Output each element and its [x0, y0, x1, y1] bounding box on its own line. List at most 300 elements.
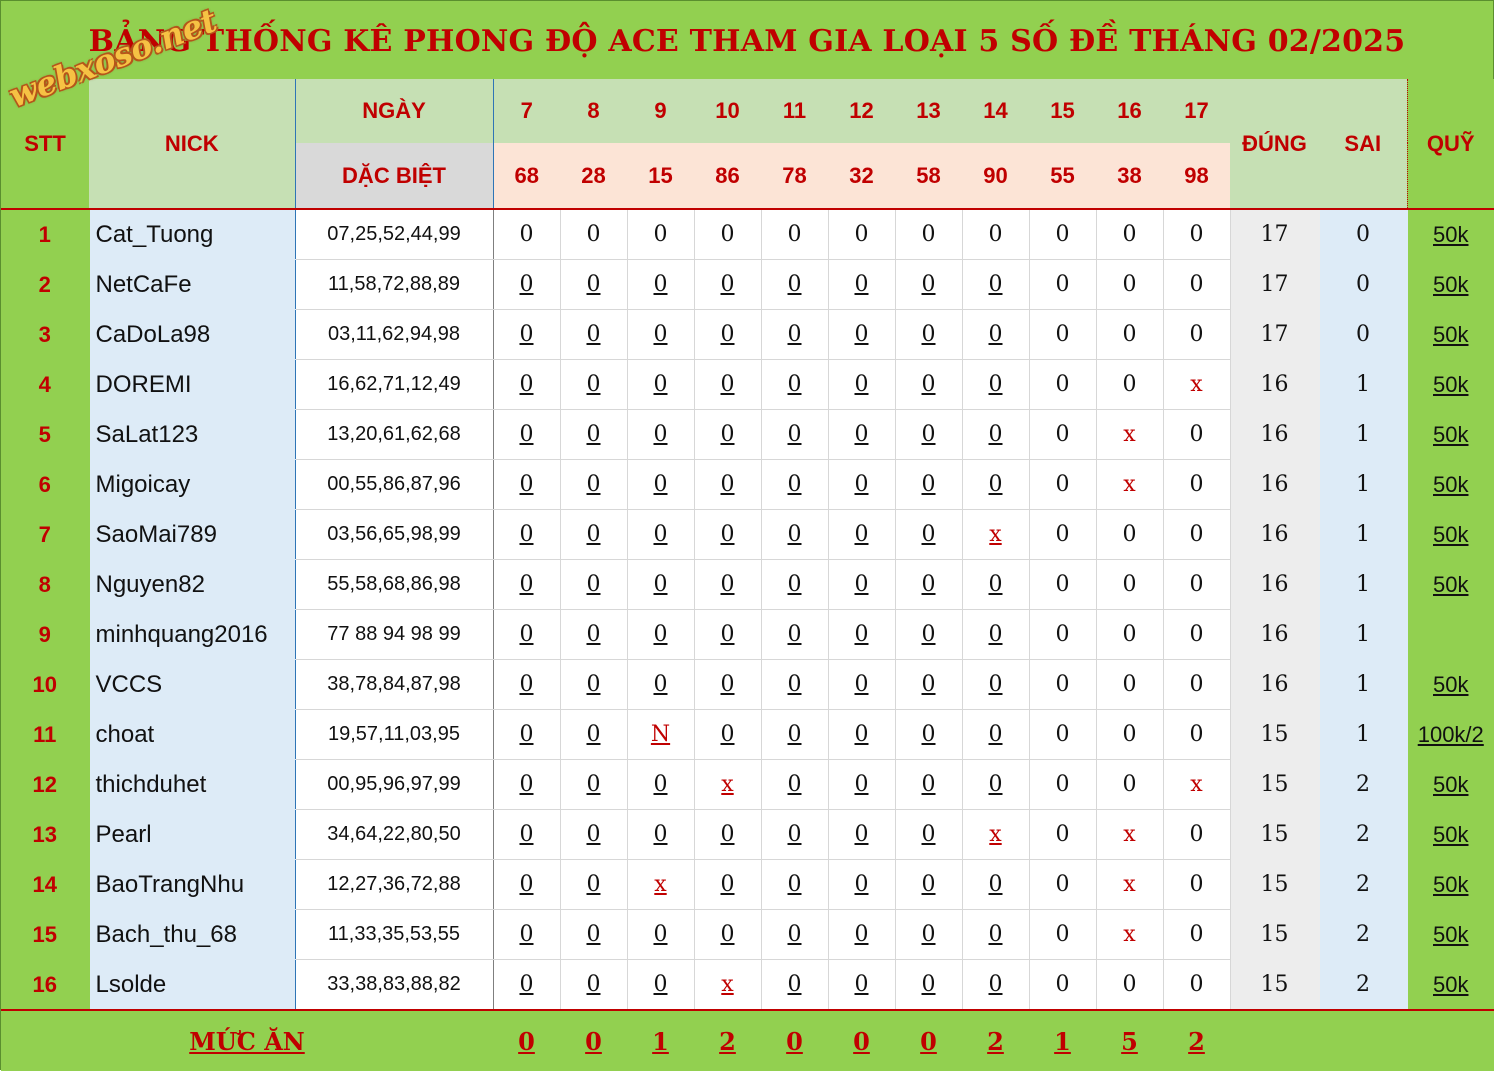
day-result-cell[interactable]: 0 — [828, 810, 895, 860]
header-special[interactable]: 55 — [1029, 143, 1096, 209]
day-result-cell[interactable]: 0 — [962, 710, 1029, 760]
day-result-cell[interactable]: 0 — [560, 960, 627, 1011]
row-stt-cell[interactable]: 5 — [1, 410, 89, 460]
footer-blank-cell[interactable] — [1319, 1010, 1407, 1071]
day-result-cell[interactable]: 0 — [962, 209, 1029, 260]
day-result-cell[interactable]: 0 — [560, 560, 627, 610]
day-result-cell[interactable]: 0 — [560, 710, 627, 760]
header-special[interactable]: 86 — [694, 143, 761, 209]
day-result-cell[interactable]: 0 — [761, 860, 828, 910]
day-result-cell[interactable]: 0 — [962, 360, 1029, 410]
row-numbers-cell[interactable]: 03,11,62,94,98 — [295, 310, 493, 360]
day-result-cell[interactable]: 0 — [828, 910, 895, 960]
day-result-cell[interactable]: 0 — [1029, 460, 1096, 510]
row-nick-cell[interactable]: Migoicay — [89, 460, 295, 510]
day-result-cell[interactable]: 0 — [761, 610, 828, 660]
row-sai-cell[interactable]: 1 — [1319, 710, 1407, 760]
row-quy-cell[interactable]: 50k — [1407, 810, 1494, 860]
day-result-cell[interactable]: 0 — [493, 410, 560, 460]
day-result-cell[interactable]: 0 — [1029, 660, 1096, 710]
row-quy-cell[interactable]: 50k — [1407, 660, 1494, 710]
day-result-cell[interactable]: 0 — [1163, 860, 1230, 910]
day-result-cell[interactable]: 0 — [493, 760, 560, 810]
row-numbers-cell[interactable]: 11,58,72,88,89 — [295, 260, 493, 310]
day-result-cell[interactable]: 0 — [493, 710, 560, 760]
header-day[interactable]: 10 — [694, 79, 761, 143]
day-result-cell[interactable]: N — [627, 710, 694, 760]
day-result-cell[interactable]: 0 — [493, 460, 560, 510]
row-nick-cell[interactable]: Lsolde — [89, 960, 295, 1011]
row-dung-cell[interactable]: 16 — [1230, 360, 1319, 410]
day-result-cell[interactable]: 0 — [895, 710, 962, 760]
day-result-cell[interactable]: 0 — [1029, 410, 1096, 460]
day-result-cell[interactable]: x — [1163, 360, 1230, 410]
day-result-cell[interactable]: 0 — [694, 460, 761, 510]
row-stt-cell[interactable]: 14 — [1, 860, 89, 910]
row-stt-cell[interactable]: 15 — [1, 910, 89, 960]
day-result-cell[interactable]: 0 — [895, 560, 962, 610]
row-stt-cell[interactable]: 8 — [1, 560, 89, 610]
row-quy-cell[interactable]: 50k — [1407, 560, 1494, 610]
day-result-cell[interactable]: 0 — [627, 660, 694, 710]
day-result-cell[interactable]: 0 — [1029, 209, 1096, 260]
row-dung-cell[interactable]: 16 — [1230, 560, 1319, 610]
day-result-cell[interactable]: 0 — [895, 460, 962, 510]
row-stt-cell[interactable]: 13 — [1, 810, 89, 860]
day-result-cell[interactable]: 0 — [560, 209, 627, 260]
footer-value[interactable]: 2 — [962, 1010, 1029, 1071]
row-numbers-cell[interactable]: 34,64,22,80,50 — [295, 810, 493, 860]
row-stt-cell[interactable]: 10 — [1, 660, 89, 710]
day-result-cell[interactable]: x — [1096, 910, 1163, 960]
day-result-cell[interactable]: 0 — [560, 860, 627, 910]
row-numbers-cell[interactable]: 19,57,11,03,95 — [295, 710, 493, 760]
day-result-cell[interactable]: 0 — [493, 360, 560, 410]
row-sai-cell[interactable]: 1 — [1319, 610, 1407, 660]
day-result-cell[interactable]: 0 — [828, 960, 895, 1011]
day-result-cell[interactable]: 0 — [493, 560, 560, 610]
day-result-cell[interactable]: 0 — [761, 410, 828, 460]
day-result-cell[interactable]: 0 — [895, 860, 962, 910]
row-numbers-cell[interactable]: 55,58,68,86,98 — [295, 560, 493, 610]
day-result-cell[interactable]: 0 — [1096, 310, 1163, 360]
day-result-cell[interactable]: 0 — [694, 510, 761, 560]
day-result-cell[interactable]: 0 — [627, 560, 694, 610]
day-result-cell[interactable]: 0 — [1029, 910, 1096, 960]
day-result-cell[interactable]: 0 — [895, 410, 962, 460]
day-result-cell[interactable]: x — [694, 960, 761, 1011]
header-day[interactable]: 12 — [828, 79, 895, 143]
day-result-cell[interactable]: 0 — [962, 310, 1029, 360]
day-result-cell[interactable]: 0 — [962, 260, 1029, 310]
day-result-cell[interactable]: 0 — [694, 410, 761, 460]
day-result-cell[interactable]: 0 — [560, 610, 627, 660]
day-result-cell[interactable]: 0 — [694, 810, 761, 860]
row-dung-cell[interactable]: 16 — [1230, 610, 1319, 660]
day-result-cell[interactable]: 0 — [493, 910, 560, 960]
day-result-cell[interactable]: 0 — [1163, 660, 1230, 710]
row-sai-cell[interactable]: 1 — [1319, 660, 1407, 710]
row-numbers-cell[interactable]: 03,56,65,98,99 — [295, 510, 493, 560]
row-quy-cell[interactable]: 50k — [1407, 760, 1494, 810]
day-result-cell[interactable]: 0 — [828, 310, 895, 360]
day-result-cell[interactable]: 0 — [895, 209, 962, 260]
row-dung-cell[interactable]: 16 — [1230, 510, 1319, 560]
row-stt-cell[interactable]: 2 — [1, 260, 89, 310]
day-result-cell[interactable]: 0 — [761, 510, 828, 560]
row-nick-cell[interactable]: Bach_thu_68 — [89, 910, 295, 960]
day-result-cell[interactable]: 0 — [761, 209, 828, 260]
row-numbers-cell[interactable]: 13,20,61,62,68 — [295, 410, 493, 460]
header-dac-biet[interactable]: DẶC BIỆT — [295, 143, 493, 209]
day-result-cell[interactable]: 0 — [1163, 910, 1230, 960]
day-result-cell[interactable]: 0 — [627, 810, 694, 860]
day-result-cell[interactable]: 0 — [895, 960, 962, 1011]
header-sai[interactable]: SAI — [1319, 79, 1407, 209]
day-result-cell[interactable]: 0 — [828, 460, 895, 510]
day-result-cell[interactable]: 0 — [493, 610, 560, 660]
day-result-cell[interactable]: 0 — [694, 910, 761, 960]
row-stt-cell[interactable]: 11 — [1, 710, 89, 760]
row-sai-cell[interactable]: 2 — [1319, 860, 1407, 910]
day-result-cell[interactable]: 0 — [1163, 810, 1230, 860]
day-result-cell[interactable]: 0 — [560, 310, 627, 360]
day-result-cell[interactable]: 0 — [627, 360, 694, 410]
footer-value[interactable]: 2 — [1163, 1010, 1230, 1071]
day-result-cell[interactable]: 0 — [1096, 560, 1163, 610]
day-result-cell[interactable]: 0 — [1163, 260, 1230, 310]
row-nick-cell[interactable]: choat — [89, 710, 295, 760]
day-result-cell[interactable]: 0 — [895, 310, 962, 360]
day-result-cell[interactable]: 0 — [1029, 510, 1096, 560]
day-result-cell[interactable]: 0 — [761, 710, 828, 760]
footer-value[interactable]: 0 — [493, 1010, 560, 1071]
day-result-cell[interactable]: 0 — [1029, 360, 1096, 410]
row-numbers-cell[interactable]: 07,25,52,44,99 — [295, 209, 493, 260]
day-result-cell[interactable]: 0 — [627, 410, 694, 460]
day-result-cell[interactable]: 0 — [1029, 860, 1096, 910]
row-quy-cell[interactable]: 50k — [1407, 510, 1494, 560]
day-result-cell[interactable]: 0 — [1029, 960, 1096, 1011]
day-result-cell[interactable]: 0 — [1163, 560, 1230, 610]
day-result-cell[interactable]: 0 — [694, 660, 761, 710]
day-result-cell[interactable]: 0 — [1096, 260, 1163, 310]
day-result-cell[interactable]: 0 — [627, 960, 694, 1011]
row-sai-cell[interactable]: 1 — [1319, 510, 1407, 560]
row-numbers-cell[interactable]: 00,55,86,87,96 — [295, 460, 493, 510]
day-result-cell[interactable]: x — [1096, 860, 1163, 910]
day-result-cell[interactable]: 0 — [694, 360, 761, 410]
day-result-cell[interactable]: 0 — [761, 460, 828, 510]
day-result-cell[interactable]: 0 — [560, 360, 627, 410]
day-result-cell[interactable]: 0 — [1163, 410, 1230, 460]
header-quy[interactable]: QUỸ — [1407, 79, 1494, 209]
row-dung-cell[interactable]: 16 — [1230, 460, 1319, 510]
header-day[interactable]: 17 — [1163, 79, 1230, 143]
row-quy-cell[interactable]: 100k/2 — [1407, 710, 1494, 760]
footer-value[interactable]: 0 — [828, 1010, 895, 1071]
day-result-cell[interactable]: 0 — [627, 460, 694, 510]
row-dung-cell[interactable]: 15 — [1230, 710, 1319, 760]
day-result-cell[interactable]: 0 — [761, 310, 828, 360]
day-result-cell[interactable]: 0 — [493, 860, 560, 910]
day-result-cell[interactable]: 0 — [560, 510, 627, 560]
footer-blank-cell[interactable] — [1407, 1010, 1494, 1071]
row-quy-cell[interactable]: 50k — [1407, 360, 1494, 410]
day-result-cell[interactable]: 0 — [761, 810, 828, 860]
day-result-cell[interactable]: 0 — [895, 660, 962, 710]
row-dung-cell[interactable]: 17 — [1230, 209, 1319, 260]
row-stt-cell[interactable]: 3 — [1, 310, 89, 360]
day-result-cell[interactable]: 0 — [1096, 209, 1163, 260]
row-stt-cell[interactable]: 9 — [1, 610, 89, 660]
header-day[interactable]: 13 — [895, 79, 962, 143]
row-numbers-cell[interactable]: 00,95,96,97,99 — [295, 760, 493, 810]
day-result-cell[interactable]: 0 — [627, 260, 694, 310]
day-result-cell[interactable]: 0 — [1096, 960, 1163, 1011]
row-nick-cell[interactable]: thichduhet — [89, 760, 295, 810]
day-result-cell[interactable]: x — [1096, 460, 1163, 510]
footer-value[interactable]: 0 — [895, 1010, 962, 1071]
header-day[interactable]: 8 — [560, 79, 627, 143]
header-nick[interactable]: NICK — [89, 79, 295, 209]
row-sai-cell[interactable]: 1 — [1319, 360, 1407, 410]
row-nick-cell[interactable]: Pearl — [89, 810, 295, 860]
header-dung[interactable]: ĐÚNG — [1230, 79, 1319, 209]
row-sai-cell[interactable]: 2 — [1319, 910, 1407, 960]
row-quy-cell[interactable] — [1407, 610, 1494, 660]
header-special[interactable]: 38 — [1096, 143, 1163, 209]
day-result-cell[interactable]: 0 — [1029, 810, 1096, 860]
day-result-cell[interactable]: 0 — [962, 660, 1029, 710]
row-stt-cell[interactable]: 4 — [1, 360, 89, 410]
header-special[interactable]: 98 — [1163, 143, 1230, 209]
day-result-cell[interactable]: 0 — [1029, 710, 1096, 760]
row-stt-cell[interactable]: 16 — [1, 960, 89, 1011]
day-result-cell[interactable]: 0 — [1163, 610, 1230, 660]
day-result-cell[interactable]: 0 — [1163, 510, 1230, 560]
day-result-cell[interactable]: x — [962, 510, 1029, 560]
day-result-cell[interactable]: 0 — [962, 760, 1029, 810]
row-stt-cell[interactable]: 12 — [1, 760, 89, 810]
row-nick-cell[interactable]: NetCaFe — [89, 260, 295, 310]
day-result-cell[interactable]: 0 — [962, 610, 1029, 660]
header-special[interactable]: 15 — [627, 143, 694, 209]
day-result-cell[interactable]: 0 — [761, 560, 828, 610]
day-result-cell[interactable]: x — [962, 810, 1029, 860]
day-result-cell[interactable]: 0 — [694, 560, 761, 610]
row-dung-cell[interactable]: 15 — [1230, 960, 1319, 1011]
day-result-cell[interactable]: 0 — [1029, 260, 1096, 310]
day-result-cell[interactable]: 0 — [493, 960, 560, 1011]
day-result-cell[interactable]: x — [627, 860, 694, 910]
row-dung-cell[interactable]: 16 — [1230, 660, 1319, 710]
day-result-cell[interactable]: x — [694, 760, 761, 810]
day-result-cell[interactable]: 0 — [828, 710, 895, 760]
row-quy-cell[interactable]: 50k — [1407, 910, 1494, 960]
row-sai-cell[interactable]: 1 — [1319, 410, 1407, 460]
day-result-cell[interactable]: 0 — [627, 310, 694, 360]
row-dung-cell[interactable]: 15 — [1230, 810, 1319, 860]
day-result-cell[interactable]: 0 — [761, 960, 828, 1011]
day-result-cell[interactable]: 0 — [761, 660, 828, 710]
day-result-cell[interactable]: 0 — [627, 610, 694, 660]
row-quy-cell[interactable]: 50k — [1407, 460, 1494, 510]
footer-value[interactable]: 0 — [761, 1010, 828, 1071]
row-dung-cell[interactable]: 15 — [1230, 910, 1319, 960]
day-result-cell[interactable]: 0 — [895, 810, 962, 860]
row-quy-cell[interactable]: 50k — [1407, 260, 1494, 310]
day-result-cell[interactable]: 0 — [627, 510, 694, 560]
row-dung-cell[interactable]: 16 — [1230, 410, 1319, 460]
header-special[interactable]: 28 — [560, 143, 627, 209]
day-result-cell[interactable]: 0 — [1163, 310, 1230, 360]
row-stt-cell[interactable]: 6 — [1, 460, 89, 510]
row-nick-cell[interactable]: minhquang2016 — [89, 610, 295, 660]
day-result-cell[interactable]: 0 — [493, 260, 560, 310]
header-special[interactable]: 78 — [761, 143, 828, 209]
day-result-cell[interactable]: 0 — [1096, 660, 1163, 710]
day-result-cell[interactable]: 0 — [493, 660, 560, 710]
day-result-cell[interactable]: 0 — [560, 660, 627, 710]
header-ngay[interactable]: NGÀY — [295, 79, 493, 143]
day-result-cell[interactable]: 0 — [493, 310, 560, 360]
row-nick-cell[interactable]: BaoTrangNhu — [89, 860, 295, 910]
row-quy-cell[interactable]: 50k — [1407, 860, 1494, 910]
header-special[interactable]: 90 — [962, 143, 1029, 209]
day-result-cell[interactable]: 0 — [493, 209, 560, 260]
day-result-cell[interactable]: 0 — [828, 560, 895, 610]
row-sai-cell[interactable]: 0 — [1319, 310, 1407, 360]
header-special[interactable]: 68 — [493, 143, 560, 209]
day-result-cell[interactable]: 0 — [1029, 310, 1096, 360]
day-result-cell[interactable]: 0 — [560, 260, 627, 310]
day-result-cell[interactable]: 0 — [895, 910, 962, 960]
day-result-cell[interactable]: 0 — [1096, 360, 1163, 410]
day-result-cell[interactable]: 0 — [828, 660, 895, 710]
row-nick-cell[interactable]: DOREMI — [89, 360, 295, 410]
day-result-cell[interactable]: 0 — [560, 410, 627, 460]
day-result-cell[interactable]: 0 — [962, 860, 1029, 910]
header-day[interactable]: 9 — [627, 79, 694, 143]
footer-value[interactable]: 1 — [1029, 1010, 1096, 1071]
row-dung-cell[interactable]: 17 — [1230, 260, 1319, 310]
row-numbers-cell[interactable]: 38,78,84,87,98 — [295, 660, 493, 710]
header-special[interactable]: 58 — [895, 143, 962, 209]
day-result-cell[interactable]: 0 — [694, 710, 761, 760]
footer-value[interactable]: 1 — [627, 1010, 694, 1071]
row-nick-cell[interactable]: Nguyen82 — [89, 560, 295, 610]
day-result-cell[interactable]: 0 — [1096, 510, 1163, 560]
row-dung-cell[interactable]: 17 — [1230, 310, 1319, 360]
day-result-cell[interactable]: 0 — [761, 360, 828, 410]
footer-value[interactable]: 2 — [694, 1010, 761, 1071]
row-nick-cell[interactable]: VCCS — [89, 660, 295, 710]
row-stt-cell[interactable]: 7 — [1, 510, 89, 560]
day-result-cell[interactable]: 0 — [694, 860, 761, 910]
header-day[interactable]: 14 — [962, 79, 1029, 143]
day-result-cell[interactable]: x — [1096, 810, 1163, 860]
day-result-cell[interactable]: 0 — [1163, 960, 1230, 1011]
row-quy-cell[interactable]: 50k — [1407, 209, 1494, 260]
day-result-cell[interactable]: 0 — [828, 610, 895, 660]
day-result-cell[interactable]: 0 — [962, 410, 1029, 460]
row-numbers-cell[interactable]: 16,62,71,12,49 — [295, 360, 493, 410]
day-result-cell[interactable]: 0 — [627, 760, 694, 810]
day-result-cell[interactable]: 0 — [560, 910, 627, 960]
row-sai-cell[interactable]: 2 — [1319, 760, 1407, 810]
day-result-cell[interactable]: 0 — [1163, 460, 1230, 510]
row-quy-cell[interactable]: 50k — [1407, 960, 1494, 1011]
day-result-cell[interactable]: 0 — [895, 360, 962, 410]
header-special[interactable]: 32 — [828, 143, 895, 209]
day-result-cell[interactable]: 0 — [1096, 710, 1163, 760]
header-stt[interactable]: STT — [1, 79, 89, 209]
row-sai-cell[interactable]: 0 — [1319, 260, 1407, 310]
row-sai-cell[interactable]: 0 — [1319, 209, 1407, 260]
day-result-cell[interactable]: 0 — [761, 910, 828, 960]
header-day[interactable]: 16 — [1096, 79, 1163, 143]
day-result-cell[interactable]: 0 — [761, 760, 828, 810]
day-result-cell[interactable]: 0 — [1163, 209, 1230, 260]
day-result-cell[interactable]: 0 — [962, 910, 1029, 960]
row-stt-cell[interactable]: 1 — [1, 209, 89, 260]
day-result-cell[interactable]: 0 — [1163, 710, 1230, 760]
row-nick-cell[interactable]: SaLat123 — [89, 410, 295, 460]
day-result-cell[interactable]: 0 — [828, 260, 895, 310]
day-result-cell[interactable]: 0 — [895, 610, 962, 660]
header-day[interactable]: 7 — [493, 79, 560, 143]
row-quy-cell[interactable]: 50k — [1407, 410, 1494, 460]
row-numbers-cell[interactable]: 12,27,36,72,88 — [295, 860, 493, 910]
day-result-cell[interactable]: 0 — [694, 610, 761, 660]
day-result-cell[interactable]: 0 — [828, 860, 895, 910]
row-quy-cell[interactable]: 50k — [1407, 310, 1494, 360]
day-result-cell[interactable]: 0 — [962, 460, 1029, 510]
day-result-cell[interactable]: x — [1163, 760, 1230, 810]
day-result-cell[interactable]: 0 — [694, 310, 761, 360]
header-day[interactable]: 15 — [1029, 79, 1096, 143]
row-sai-cell[interactable]: 1 — [1319, 460, 1407, 510]
day-result-cell[interactable]: 0 — [560, 810, 627, 860]
row-dung-cell[interactable]: 15 — [1230, 760, 1319, 810]
footer-label[interactable]: MỨC ĂN — [1, 1010, 493, 1071]
day-result-cell[interactable]: 0 — [1096, 610, 1163, 660]
footer-value[interactable]: 0 — [560, 1010, 627, 1071]
day-result-cell[interactable]: 0 — [895, 510, 962, 560]
day-result-cell[interactable]: 0 — [560, 460, 627, 510]
day-result-cell[interactable]: 0 — [895, 760, 962, 810]
day-result-cell[interactable]: x — [1096, 410, 1163, 460]
day-result-cell[interactable]: 0 — [962, 560, 1029, 610]
row-nick-cell[interactable]: Cat_Tuong — [89, 209, 295, 260]
footer-blank-cell[interactable] — [1230, 1010, 1319, 1071]
day-result-cell[interactable]: 0 — [828, 360, 895, 410]
row-sai-cell[interactable]: 2 — [1319, 810, 1407, 860]
day-result-cell[interactable]: 0 — [1096, 760, 1163, 810]
day-result-cell[interactable]: 0 — [962, 960, 1029, 1011]
day-result-cell[interactable]: 0 — [493, 810, 560, 860]
day-result-cell[interactable]: 0 — [694, 260, 761, 310]
day-result-cell[interactable]: 0 — [627, 910, 694, 960]
day-result-cell[interactable]: 0 — [828, 510, 895, 560]
row-sai-cell[interactable]: 1 — [1319, 560, 1407, 610]
day-result-cell[interactable]: 0 — [895, 260, 962, 310]
day-result-cell[interactable]: 0 — [560, 760, 627, 810]
day-result-cell[interactable]: 0 — [694, 209, 761, 260]
day-result-cell[interactable]: 0 — [493, 510, 560, 560]
row-dung-cell[interactable]: 15 — [1230, 860, 1319, 910]
